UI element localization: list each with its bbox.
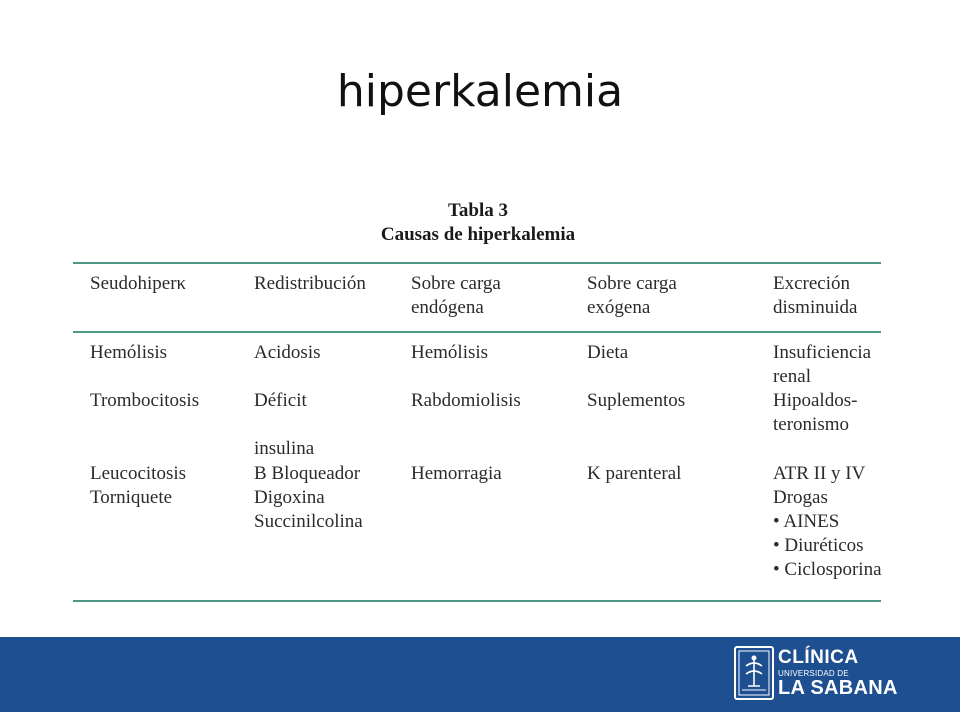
table-cell: • Ciclosporina xyxy=(773,559,882,580)
table-cell: • Diuréticos xyxy=(773,535,864,556)
table-cell: • AINES xyxy=(773,511,840,532)
slide-title: hiperkalemia xyxy=(336,66,624,117)
header-line: endógena xyxy=(411,297,484,318)
table-cell: insulina xyxy=(254,438,315,459)
table-header-rule xyxy=(73,331,881,333)
table-cell: Hemólisis xyxy=(411,342,489,363)
table-bottom-rule xyxy=(73,600,881,602)
crest-icon xyxy=(734,646,774,700)
table-cell: Déficit xyxy=(254,390,307,411)
header-line: Sobre carga xyxy=(587,273,677,294)
table-cell: B Bloqueador xyxy=(254,463,361,484)
table-cell: Suplementos xyxy=(587,390,686,411)
table-cell: Hipoaldos- xyxy=(773,390,858,411)
table-title: Causas de hiperkalemia xyxy=(380,224,576,245)
table-number: Tabla 3 xyxy=(447,200,509,221)
logo-line-sabana: LA SABANA xyxy=(778,677,898,699)
header-sobrecarga-endogena xyxy=(411,272,501,320)
table-cell: Succinilcolina xyxy=(254,511,363,532)
header-line: disminuida xyxy=(773,297,858,318)
table-cell: ATR II y IV xyxy=(773,463,866,484)
header-redistribucion xyxy=(254,272,366,296)
header-line: Excreción xyxy=(773,273,851,294)
table-cell: Torniquete xyxy=(90,487,173,508)
header-excrecion-disminuida xyxy=(773,272,857,320)
header-line: Redistribución xyxy=(254,273,366,294)
table-cell: Insuficiencia xyxy=(773,342,872,363)
table-cell: renal xyxy=(773,366,811,387)
table-cell: Trombocitosis xyxy=(90,390,200,411)
table-cell: Leucocitosis xyxy=(90,463,187,484)
table-cell: Dieta xyxy=(587,342,629,363)
header-line: Seudohiperκ xyxy=(90,273,187,294)
table-cell: Hemólisis xyxy=(90,342,168,363)
table-cell: Rabdomiolisis xyxy=(411,390,521,411)
header-seudohiperk xyxy=(90,272,186,296)
table-cell: K parenteral xyxy=(587,463,682,484)
header-line: Sobre carga xyxy=(411,273,501,294)
footer-stripe xyxy=(0,712,960,720)
table-cell: teronismo xyxy=(773,414,849,435)
logo-line-universidad: UNIVERSIDAD DE xyxy=(778,669,849,678)
table-cell: Drogas xyxy=(773,487,828,508)
table-cell: Acidosis xyxy=(254,342,321,363)
clinica-logo xyxy=(734,646,924,702)
table-cell: Hemorragia xyxy=(411,463,502,484)
table-cell: Digoxina xyxy=(254,487,325,508)
header-sobrecarga-exogena xyxy=(587,272,677,320)
table-top-rule xyxy=(73,262,881,264)
header-line: exógena xyxy=(587,297,651,318)
logo-line-clinica: CLÍNICA xyxy=(778,647,859,668)
